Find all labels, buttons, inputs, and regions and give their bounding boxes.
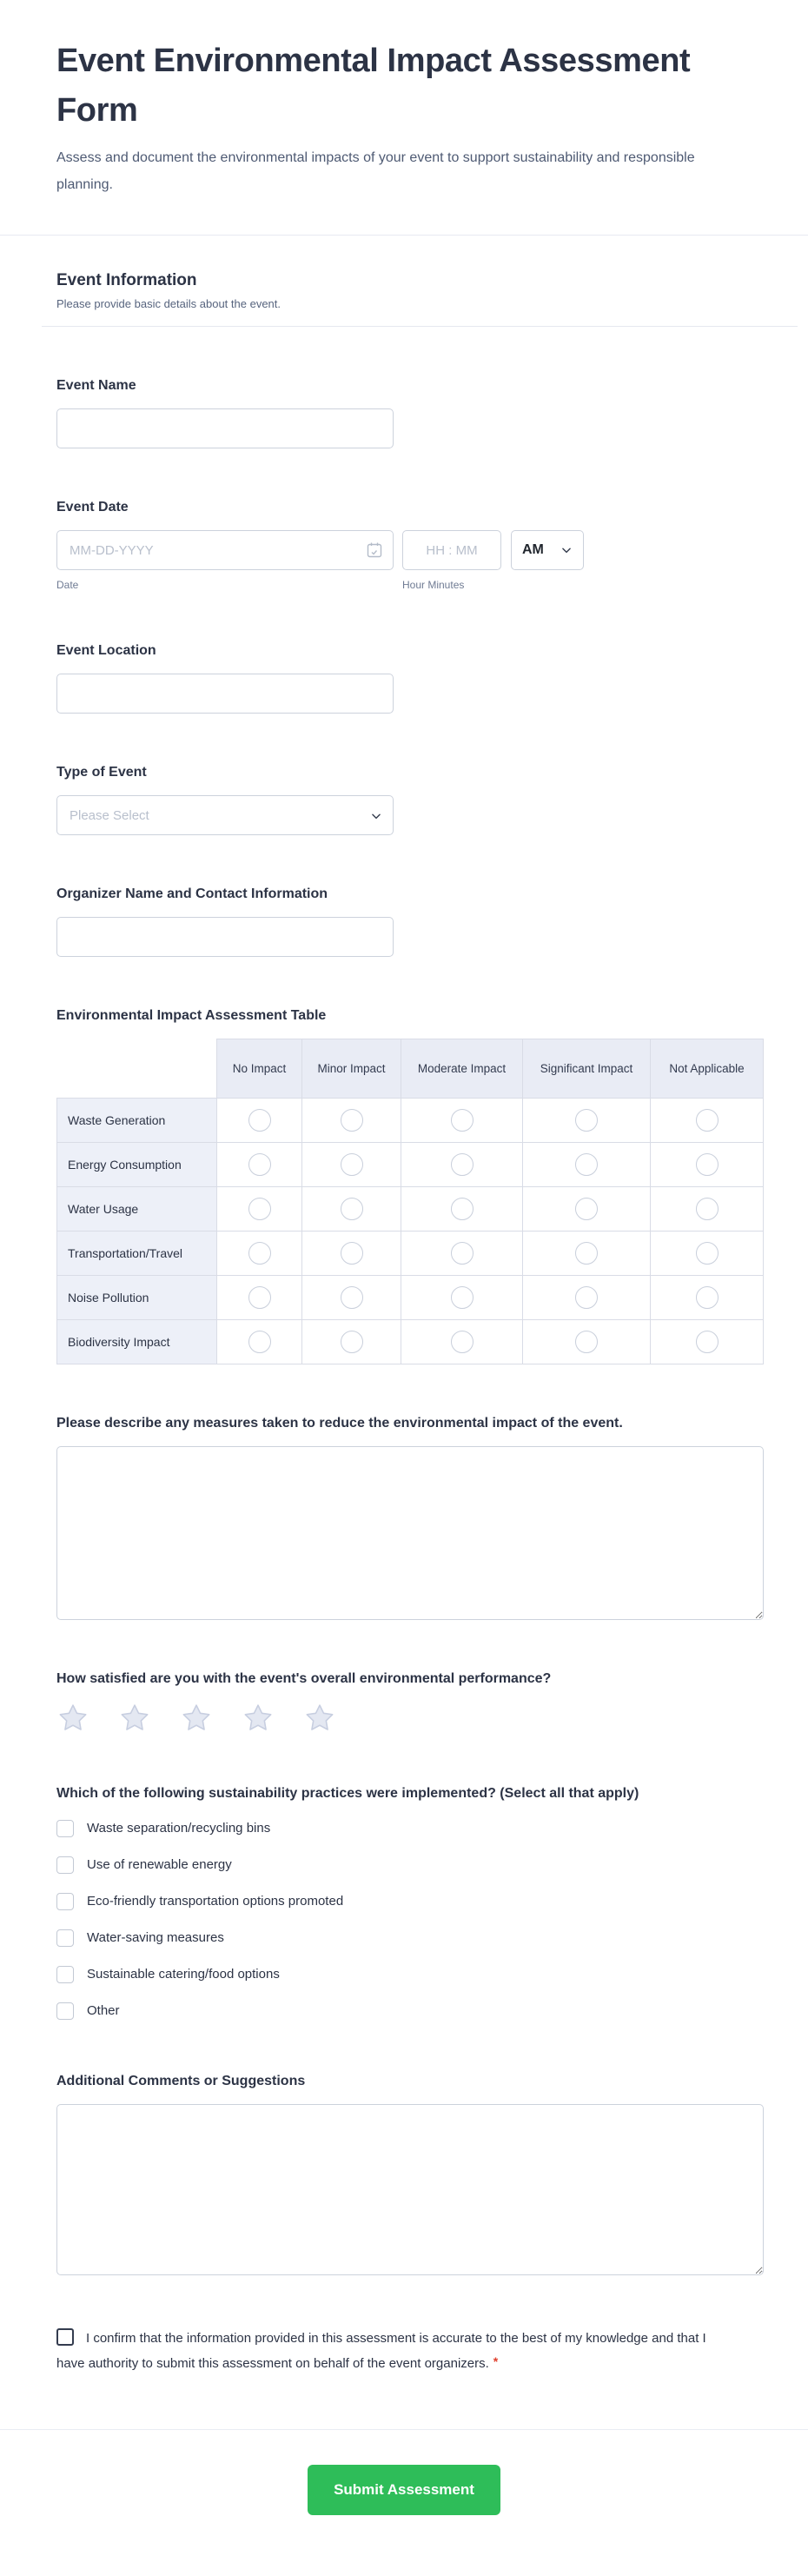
required-asterisk: * — [493, 2354, 499, 2368]
submit-button[interactable]: Submit Assessment — [308, 2465, 500, 2515]
radio-cell — [302, 1099, 401, 1143]
radio-cell — [217, 1143, 302, 1187]
select-placeholder: Please Select — [70, 807, 149, 823]
radio-cell — [217, 1276, 302, 1320]
form-subtitle: Assess and document the environmental impacts of your event to support sustainability and responsible planning. — [56, 150, 695, 192]
radio-cell — [523, 1320, 651, 1364]
date-input[interactable] — [56, 530, 394, 570]
event-location-input[interactable] — [56, 674, 394, 714]
row-header: Noise Pollution — [57, 1276, 217, 1320]
matrix-row-transportation — [57, 1232, 764, 1276]
radio-cell — [523, 1276, 651, 1320]
row-header: Transportation/Travel — [57, 1232, 217, 1276]
field-impact-table — [56, 1006, 764, 1364]
organizer-input[interactable] — [56, 917, 394, 957]
radio-cell — [651, 1187, 764, 1232]
checkbox-row — [56, 1999, 764, 2022]
checkbox-label: Eco-friendly transportation options promoted — [87, 1894, 344, 1909]
radio-cell — [523, 1143, 651, 1187]
column-header: Minor Impact — [302, 1039, 401, 1099]
measures-label: Please describe any measures taken to reduce the environmental impact of the event. — [56, 1416, 623, 1431]
organizer-label: Organizer Name and Contact Information — [56, 886, 328, 901]
radio-cell — [302, 1187, 401, 1232]
star-icon[interactable] — [56, 1702, 89, 1735]
checkbox-label: Use of renewable energy — [87, 1857, 232, 1872]
checkbox-label: Waste separation/recycling bins — [87, 1821, 271, 1836]
matrix-corner-cell — [57, 1039, 217, 1099]
form-title: Event Environmental Impact Assessment Form — [56, 43, 691, 129]
radio-cell — [302, 1143, 401, 1187]
section-description: Please provide basic details about the event. — [56, 297, 281, 310]
radio-button[interactable] — [575, 1198, 598, 1220]
radio-cell — [217, 1232, 302, 1276]
radio-cell — [401, 1143, 523, 1187]
radio-button[interactable] — [575, 1109, 598, 1132]
column-header: Significant Impact — [523, 1039, 651, 1099]
radio-cell — [651, 1099, 764, 1143]
checkbox[interactable] — [56, 1966, 74, 1983]
event-name-input[interactable] — [56, 408, 394, 448]
event-location-label: Event Location — [56, 643, 156, 658]
radio-button[interactable] — [248, 1331, 271, 1353]
star-icon[interactable] — [242, 1702, 275, 1735]
radio-button[interactable] — [341, 1286, 363, 1309]
checkbox[interactable] — [56, 1820, 74, 1837]
comments-textarea[interactable] — [56, 2104, 764, 2275]
practices-label: Which of the following sustainability practices were implemented? (Select all that apply) — [56, 1786, 639, 1801]
ampm-value: AM — [522, 542, 544, 557]
row-header: Energy Consumption — [57, 1143, 217, 1187]
field-event-date — [56, 497, 764, 592]
radio-button[interactable] — [248, 1153, 271, 1176]
matrix-row-noise-pollution — [57, 1276, 764, 1320]
date-input-wrapper — [56, 530, 394, 570]
radio-button[interactable] — [248, 1198, 271, 1220]
radio-cell — [217, 1187, 302, 1232]
row-header: Waste Generation — [57, 1099, 217, 1143]
section-title: Event Information — [56, 271, 197, 289]
matrix-header-row — [57, 1039, 764, 1099]
date-sublabels — [56, 578, 764, 592]
radio-button[interactable] — [696, 1109, 719, 1132]
time-input[interactable] — [402, 530, 501, 570]
submit-row — [0, 2430, 808, 2559]
ampm-select[interactable] — [511, 530, 584, 570]
checkbox-row — [56, 1853, 764, 1876]
radio-button[interactable] — [341, 1331, 363, 1353]
radio-cell — [523, 1232, 651, 1276]
star-icon[interactable] — [118, 1702, 151, 1735]
radio-cell — [401, 1320, 523, 1364]
checkbox-row — [56, 1962, 764, 1986]
radio-button[interactable] — [696, 1153, 719, 1176]
chevron-down-icon — [560, 544, 573, 556]
calendar-icon[interactable] — [366, 541, 383, 559]
checkbox[interactable] — [56, 2002, 74, 2020]
column-header: No Impact — [217, 1039, 302, 1099]
checkbox[interactable] — [56, 1929, 74, 1947]
radio-button[interactable] — [451, 1331, 474, 1353]
radio-button[interactable] — [451, 1109, 474, 1132]
impact-table-title: Environmental Impact Assessment Table — [56, 1008, 327, 1023]
radio-button[interactable] — [696, 1198, 719, 1220]
radio-cell — [302, 1276, 401, 1320]
radio-button[interactable] — [575, 1286, 598, 1309]
radio-cell — [651, 1320, 764, 1364]
event-name-label: Event Name — [56, 378, 136, 393]
field-satisfaction — [56, 1669, 764, 1735]
row-header: Biodiversity Impact — [57, 1320, 217, 1364]
field-confirmation — [56, 2327, 712, 2375]
column-header: Not Applicable — [651, 1039, 764, 1099]
field-type-of-event — [56, 762, 764, 835]
star-icon[interactable] — [180, 1702, 213, 1735]
impact-matrix-table — [56, 1039, 764, 1364]
star-rating — [56, 1702, 764, 1735]
row-header: Water Usage — [57, 1187, 217, 1232]
radio-button[interactable] — [341, 1242, 363, 1265]
checkbox-label: Water-saving measures — [87, 1930, 224, 1945]
radio-button[interactable] — [575, 1153, 598, 1176]
matrix-row-waste-generation — [57, 1099, 764, 1143]
matrix-row-biodiversity — [57, 1320, 764, 1364]
radio-button[interactable] — [341, 1198, 363, 1220]
radio-button[interactable] — [341, 1109, 363, 1132]
radio-cell — [651, 1276, 764, 1320]
radio-button[interactable] — [451, 1242, 474, 1265]
field-event-location — [56, 641, 764, 714]
time-sublabel: Hour Minutes — [402, 579, 465, 591]
radio-cell — [302, 1232, 401, 1276]
field-comments — [56, 2071, 764, 2275]
type-of-event-label: Type of Event — [56, 765, 147, 780]
radio-cell — [401, 1276, 523, 1320]
checkbox-label: Other — [87, 2003, 120, 2018]
radio-cell — [651, 1143, 764, 1187]
radio-button[interactable] — [575, 1242, 598, 1265]
checkbox-row — [56, 1816, 764, 1840]
comments-label: Additional Comments or Suggestions — [56, 2074, 306, 2088]
measures-textarea[interactable] — [56, 1446, 764, 1620]
field-organizer — [56, 884, 764, 957]
radio-cell — [523, 1099, 651, 1143]
type-of-event-select[interactable] — [56, 795, 394, 835]
star-icon[interactable] — [303, 1702, 336, 1735]
matrix-row-water-usage — [57, 1187, 764, 1232]
radio-button[interactable] — [248, 1286, 271, 1309]
radio-button[interactable] — [451, 1286, 474, 1309]
event-date-label: Event Date — [56, 500, 129, 515]
radio-cell — [302, 1320, 401, 1364]
radio-button[interactable] — [341, 1153, 363, 1176]
field-practices — [56, 1783, 764, 2022]
radio-button[interactable] — [248, 1242, 271, 1265]
date-row — [56, 530, 764, 570]
checkbox-row — [56, 1889, 764, 1913]
field-event-name — [56, 375, 764, 448]
chevron-down-icon — [370, 810, 382, 822]
radio-button[interactable] — [696, 1242, 719, 1265]
confirmation-checkbox[interactable] — [56, 2328, 74, 2346]
checkbox-label: Sustainable catering/food options — [87, 1967, 280, 1982]
radio-button[interactable] — [575, 1331, 598, 1353]
checkbox[interactable] — [56, 1893, 74, 1910]
confirmation-text: I confirm that the information provided in this assessment is accurate to the best of my knowledge and that I have authority to submit this assessment on behalf of the event organizers. — [56, 2331, 706, 2371]
date-sublabel: Date — [56, 579, 79, 591]
matrix-row-energy-consumption — [57, 1143, 764, 1187]
radio-cell — [523, 1187, 651, 1232]
radio-button[interactable] — [696, 1286, 719, 1309]
radio-cell — [401, 1099, 523, 1143]
column-header: Moderate Impact — [401, 1039, 523, 1099]
radio-button[interactable] — [248, 1109, 271, 1132]
checkbox[interactable] — [56, 1856, 74, 1874]
satisfaction-label: How satisfied are you with the event's overall environmental performance? — [56, 1671, 552, 1686]
radio-cell — [401, 1187, 523, 1232]
section-event-information — [42, 236, 798, 327]
radio-cell — [651, 1232, 764, 1276]
form-header — [0, 0, 808, 198]
radio-button[interactable] — [451, 1198, 474, 1220]
radio-cell — [217, 1320, 302, 1364]
radio-cell — [401, 1232, 523, 1276]
practices-checklist — [56, 1816, 764, 2022]
field-measures — [56, 1413, 764, 1620]
radio-button[interactable] — [696, 1331, 719, 1353]
radio-button[interactable] — [451, 1153, 474, 1176]
radio-cell — [217, 1099, 302, 1143]
checkbox-row — [56, 1926, 764, 1949]
